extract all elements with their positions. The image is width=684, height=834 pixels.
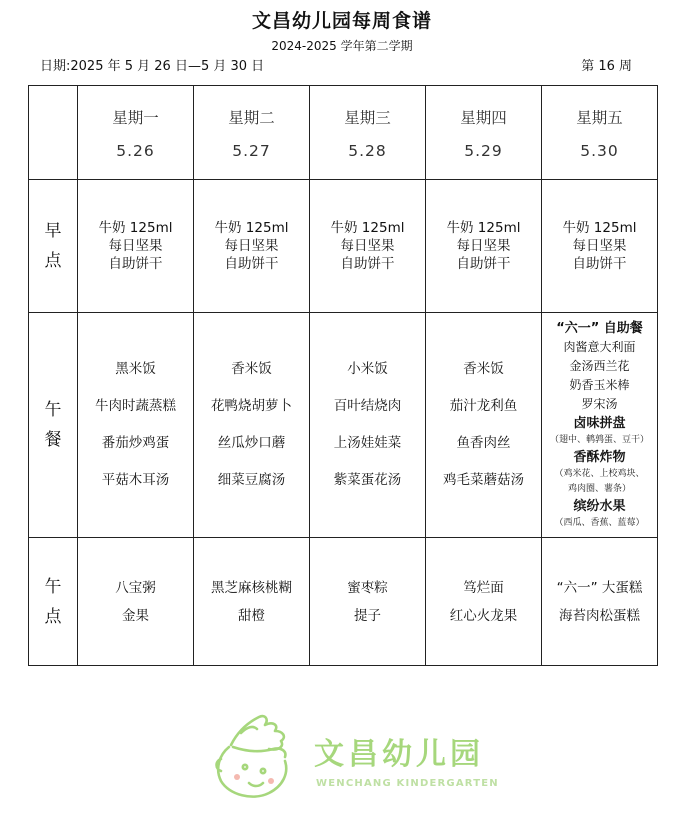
menu-item: “六一” 大蛋糕 xyxy=(556,579,643,596)
menu-item: 笃烂面 xyxy=(463,579,504,596)
menu-item: 自助饼干 xyxy=(572,256,627,272)
menu-item: 每日坚果 xyxy=(340,238,395,254)
menu-item: 黑芝麻核桃糊 xyxy=(211,579,292,596)
menu-item: 每日坚果 xyxy=(108,238,163,254)
buffet-section-title: 卤味拼盘 xyxy=(573,416,626,431)
day-name: 星期四 xyxy=(460,108,507,127)
logo-name-cn: 文昌幼儿园 xyxy=(314,737,484,772)
menu-item: 百叶结烧肉 xyxy=(333,398,402,414)
day-date: 5.30 xyxy=(580,141,619,160)
lunch-fri-buffet xyxy=(542,313,658,538)
child-face-icon xyxy=(207,703,307,803)
menu-item: 肉酱意大利面 xyxy=(563,340,636,354)
day-header-fri xyxy=(542,86,658,180)
menu-item: 小米饭 xyxy=(347,361,388,377)
buffet-section-note: （西瓜、香蕉、蓝莓） xyxy=(554,518,645,528)
menu-item: 红心火龙果 xyxy=(449,607,518,624)
breakfast-mon xyxy=(78,180,194,313)
snack-label xyxy=(29,538,78,666)
lunch-thu xyxy=(426,313,542,538)
buffet-section-title: 香酥炸物 xyxy=(573,450,626,465)
logo-name-en: WENCHANG KINDERGARTEN xyxy=(316,778,499,789)
snack-row xyxy=(29,538,658,666)
menu-item: 花鸭烧胡萝卜 xyxy=(211,398,292,414)
lunch-mon xyxy=(78,313,194,538)
meal-label-char: 午 xyxy=(44,576,62,597)
menu-item: 牛肉时蔬蒸糕 xyxy=(95,398,176,414)
meal-label-char: 点 xyxy=(44,251,62,271)
buffet-section-note: 鸡肉圈、薯条） xyxy=(567,484,631,494)
menu-item: 牛奶 125ml xyxy=(562,220,637,236)
menu-item: 甜橙 xyxy=(238,607,265,624)
meal-label-char: 午 xyxy=(44,400,62,420)
menu-item: 紫菜蛋花汤 xyxy=(333,472,402,488)
meal-label-char: 餐 xyxy=(44,430,62,450)
menu-item: 平菇木耳汤 xyxy=(101,472,170,488)
menu-item: 自助饼干 xyxy=(108,256,163,272)
menu-table xyxy=(28,85,658,666)
day-header-mon xyxy=(78,86,194,180)
day-name: 星期二 xyxy=(228,108,275,127)
menu-item: 番茄炒鸡蛋 xyxy=(101,435,170,451)
menu-item: 牛奶 125ml xyxy=(214,220,289,236)
buffet-section-note: （翅中、鹌鹑蛋、豆干） xyxy=(549,435,649,445)
snack-tue xyxy=(194,538,310,666)
breakfast-label xyxy=(29,180,78,313)
breakfast-tue xyxy=(194,180,310,313)
lunch-label xyxy=(29,313,78,538)
kindergarten-logo xyxy=(207,703,507,803)
day-header-tue xyxy=(194,86,310,180)
day-header-wed xyxy=(310,86,426,180)
breakfast-row xyxy=(29,180,658,313)
menu-item: 奶香玉米棒 xyxy=(569,378,630,392)
menu-item: 牛奶 125ml xyxy=(446,220,521,236)
lunch-tue xyxy=(194,313,310,538)
menu-item: 香米饭 xyxy=(463,361,504,377)
menu-item: 丝瓜炒口蘑 xyxy=(217,435,286,451)
buffet-section-note: （鸡米花、上校鸡块、 xyxy=(554,469,645,479)
meal-label-char: 点 xyxy=(44,606,62,627)
menu-item: 牛奶 125ml xyxy=(98,220,173,236)
menu-item: 每日坚果 xyxy=(572,238,627,254)
menu-item: 每日坚果 xyxy=(456,238,511,254)
menu-item: 黑米饭 xyxy=(115,361,156,377)
menu-item: 金汤西兰花 xyxy=(569,359,630,373)
snack-fri xyxy=(542,538,658,666)
day-header-thu xyxy=(426,86,542,180)
snack-thu xyxy=(426,538,542,666)
menu-item: 鱼香肉丝 xyxy=(456,435,511,451)
menu-item: 细菜豆腐汤 xyxy=(217,472,286,488)
day-header-row xyxy=(29,86,658,180)
page-title: 文昌幼儿园每周食谱 xyxy=(251,10,432,32)
menu-item: 香米饭 xyxy=(231,361,272,377)
menu-item: 每日坚果 xyxy=(224,238,279,254)
menu-item: 上汤娃娃菜 xyxy=(333,435,402,451)
menu-item: 鸡毛菜蘑菇汤 xyxy=(443,472,524,488)
snack-wed xyxy=(310,538,426,666)
semester-subtitle: 2024-2025 学年第二学期 xyxy=(271,39,413,53)
menu-item: 牛奶 125ml xyxy=(330,220,405,236)
menu-item: 八宝粥 xyxy=(115,579,156,596)
day-name: 星期一 xyxy=(112,108,159,127)
menu-item: 自助饼干 xyxy=(224,256,279,272)
breakfast-fri xyxy=(542,180,658,313)
week-number: 第 16 周 xyxy=(581,59,632,74)
menu-item: 金果 xyxy=(122,607,149,624)
meal-label-char: 早 xyxy=(44,221,62,241)
day-name: 星期五 xyxy=(576,108,623,127)
day-date: 5.26 xyxy=(116,141,155,160)
menu-item: 蜜枣粽 xyxy=(347,579,388,596)
buffet-title: “六一” 自助餐 xyxy=(556,321,643,336)
lunch-row xyxy=(29,313,658,538)
date-range: 日期:2025 年 5 月 26 日—5 月 30 日 xyxy=(40,59,265,74)
day-date: 5.27 xyxy=(232,141,271,160)
day-date: 5.28 xyxy=(348,141,387,160)
buffet-section-title: 缤纷水果 xyxy=(573,499,626,514)
menu-item: 茄汁龙利鱼 xyxy=(449,398,518,414)
day-date: 5.29 xyxy=(464,141,503,160)
lunch-wed xyxy=(310,313,426,538)
menu-item: 提子 xyxy=(354,607,381,624)
day-name: 星期三 xyxy=(344,108,391,127)
menu-item: 海苔肉松蛋糕 xyxy=(559,607,640,624)
snack-mon xyxy=(78,538,194,666)
menu-item: 罗宋汤 xyxy=(581,397,618,411)
menu-item: 自助饼干 xyxy=(456,256,511,272)
corner-cell xyxy=(29,86,78,180)
breakfast-thu xyxy=(426,180,542,313)
breakfast-wed xyxy=(310,180,426,313)
menu-item: 自助饼干 xyxy=(340,256,395,272)
